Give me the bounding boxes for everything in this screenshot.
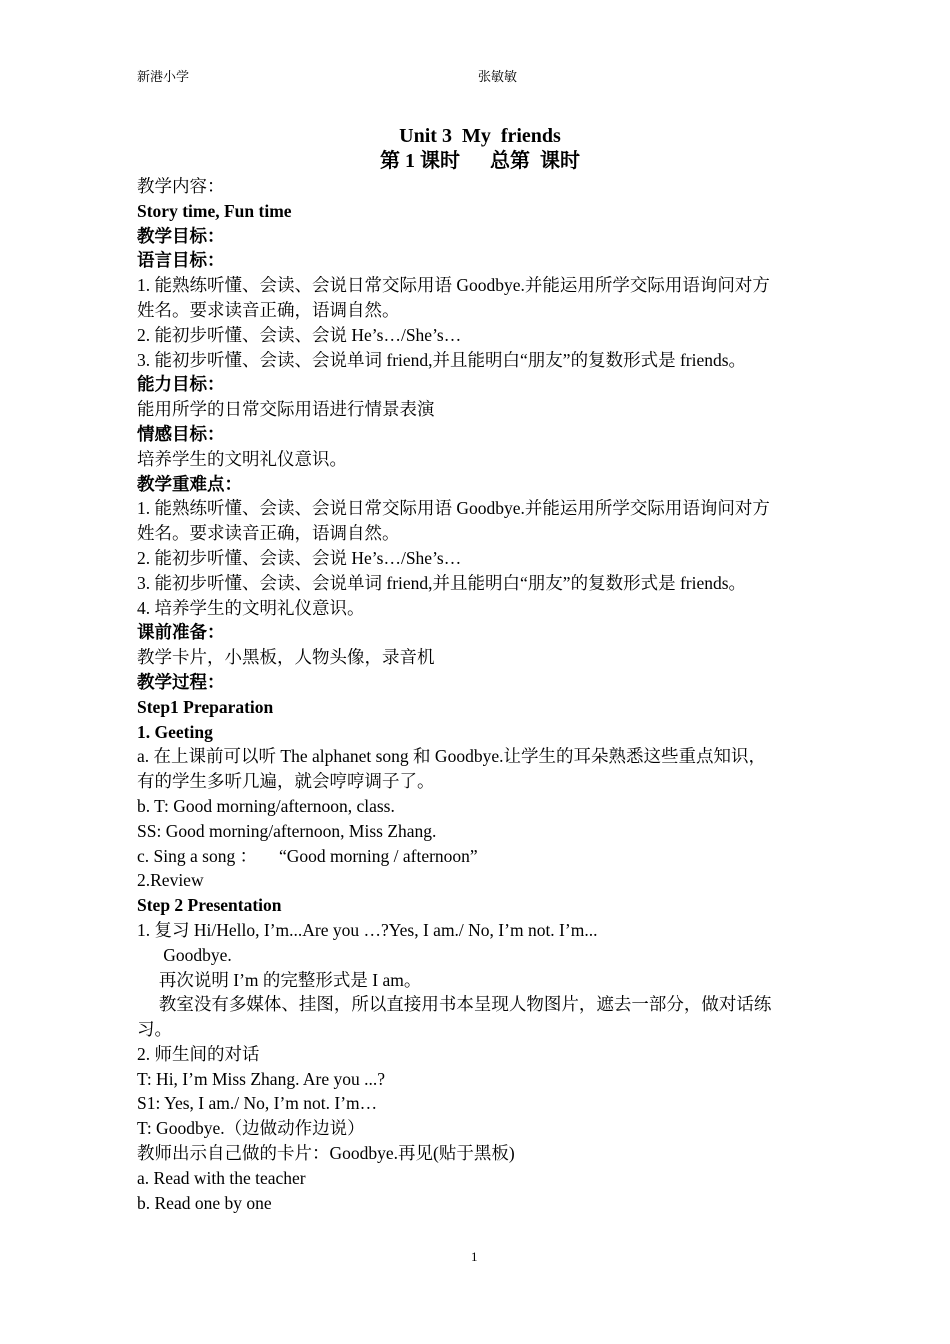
text-line: 教学过程： [137,671,225,692]
text-line: T: Goodbye.（边做动作边说） [137,1118,365,1139]
text-line: 教学目标： [137,225,225,246]
text-line: SS: Good morning/afternoon, Miss Zhang. [137,820,437,841]
text-line: 1. 能熟练听懂、会读、会说日常交际用语 Goodbye.并能运用所学交际用语询问对方 [137,275,770,296]
text-line: 1. 复习 Hi/Hello, I’m...Are you …?Yes, I am./ No, I’m not. I’m... [137,919,598,940]
header-school: 新港小学 [137,69,190,84]
text-line: 课前准备： [137,622,225,643]
text-line: 能用所学的日常交际用语进行情景表演 [137,399,435,420]
text-line: 2.Review [137,870,204,891]
text-line: c. Sing a song ： “Good morning / afternoon” [137,845,478,866]
text-line: 能力目标： [137,374,225,395]
text-line: 情感目标： [137,423,225,444]
text-line: 教室没有多媒体、挂图，所以直接用书本呈现人物图片，遮去一部分，做对话练 [137,994,772,1015]
text-line: a. Read with the teacher [137,1167,306,1188]
document-body [137,174,827,1215]
text-line: b. T: Good morning/afternoon, class. [137,795,395,816]
text-line: 4. 培养学生的文明礼仪意识。 [137,597,365,618]
text-line: 语言目标： [137,250,225,271]
text-line: 姓名。要求读音正确，语调自然。 [137,299,400,320]
text-line: 姓名。要求读音正确，语调自然。 [137,523,400,544]
text-line: 再次说明 I’m 的完整形式是 I am。 [137,969,422,990]
text-line: 2. 能初步听懂、会读、会说 He’s…/She’s… [137,324,462,345]
text-line: Story time, Fun time [137,200,292,221]
text-line: 教师出示自己做的卡片：Goodbye.再见(贴于黑板) [137,1143,515,1164]
text-line: T: Hi, I’m Miss Zhang. Are you ...? [137,1068,385,1089]
text-line: 1. Geeting [137,721,213,742]
text-line: 教学内容： [137,176,225,196]
text-line: Step1 Preparation [137,696,274,717]
text-line: Goodbye. [137,944,232,965]
text-line: Step 2 Presentation [137,895,282,916]
header-author: 张敏敏 [478,69,518,84]
text-line: b. Read one by one [137,1192,272,1213]
text-line: 教学卡片，小黑板，人物头像，录音机 [137,647,435,668]
text-line: 3. 能初步听懂、会读、会说单词 friend,并且能明白“朋友”的复数形式是 friends。 [137,572,747,593]
page-number: 1 [471,1249,478,1264]
unit-title: Unit 3 My friends [399,125,561,147]
text-line: 习。 [137,1019,172,1040]
lesson-title: 第 1 课时 总第 课时 [380,150,580,172]
text-line: 教学重难点： [137,473,242,494]
title-block [0,124,950,174]
text-line: S1: Yes, I am./ No, I’m not. I’m… [137,1093,378,1114]
text-line: 2. 能初步听懂、会读、会说 He’s…/She’s… [137,547,462,568]
text-line: 3. 能初步听懂、会读、会说单词 friend,并且能明白“朋友”的复数形式是 friends。 [137,349,747,370]
text-line: 1. 能熟练听懂、会读、会说日常交际用语 Goodbye.并能运用所学交际用语询问对方 [137,498,770,519]
text-line: a. 在上课前可以听 The alphanet song 和 Goodbye.让学生的耳朵熟悉这些重点知识， [137,746,766,767]
text-line: 培养学生的文明礼仪意识。 [137,448,347,469]
text-line: 有的学生多听几遍，就会哼哼调子了。 [137,771,435,792]
text-line: 2. 师生间的对话 [137,1043,260,1064]
